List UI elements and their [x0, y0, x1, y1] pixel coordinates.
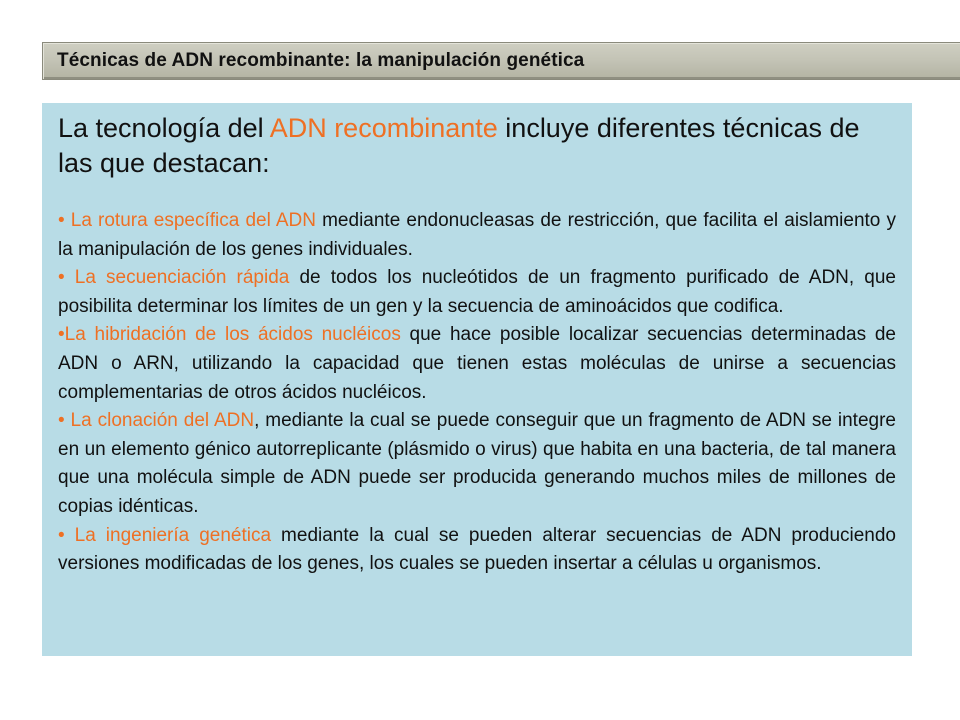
- list-item: [58, 321, 896, 407]
- page-title: Técnicas de ADN recombinante: la manipulación genética: [57, 50, 585, 71]
- bullet-highlight: • La ingeniería genética: [58, 524, 272, 546]
- list-item: [58, 264, 896, 321]
- list-item: [58, 207, 896, 264]
- technique-list: [58, 207, 896, 579]
- bullet-text: de todos los nucleótidos de un fragmento purificado de ADN, que posibilita determinar los límites de un gen y la secuencia de aminoácidos que codifica.: [58, 267, 896, 317]
- bullet-highlight: • La secuenciación rápida: [58, 267, 290, 289]
- bullet-text: mediante endonucleasas de restricción, que facilita el aislamiento y la manipulación de los genes individuales.: [58, 210, 896, 260]
- bullet-highlight: •La hibridación de los ácidos nucléicos: [58, 324, 401, 346]
- title-bar: [42, 42, 960, 80]
- bullet-highlight: • La rotura específica del ADN: [58, 210, 316, 231]
- bullet-highlight: • La clonación del ADN: [58, 410, 255, 432]
- intro-paragraph: [58, 111, 896, 181]
- content-box: [42, 103, 912, 656]
- bullet-text: , mediante la cual se puede conseguir que un fragmento de ADN se integre en un elemento génico autorreplicante (plásmido o virus) que habita en una bacteria, de tal manera que una molécula simple de ADN puede ser producida generando muchos miles de millones de copias idénticas.: [58, 410, 896, 517]
- intro-highlight: ADN recombinante: [269, 113, 498, 143]
- list-item: [58, 407, 896, 521]
- intro-text-after: incluye diferentes técnicas de las que destacan:: [58, 113, 860, 178]
- intro-text-before: La tecnología del: [58, 113, 270, 143]
- bullet-text: mediante la cual se pueden alterar secuencias de ADN produciendo versiones modificadas de los genes, los cuales se pueden insertar a células u organismos.: [58, 524, 896, 575]
- bullet-text: que hace posible localizar secuencias determinadas de ADN o ARN, utilizando la capacidad que tienen estas moléculas de unirse a secuencias complementarias de otros ácidos nucléicos.: [58, 324, 896, 403]
- list-item: [58, 522, 896, 579]
